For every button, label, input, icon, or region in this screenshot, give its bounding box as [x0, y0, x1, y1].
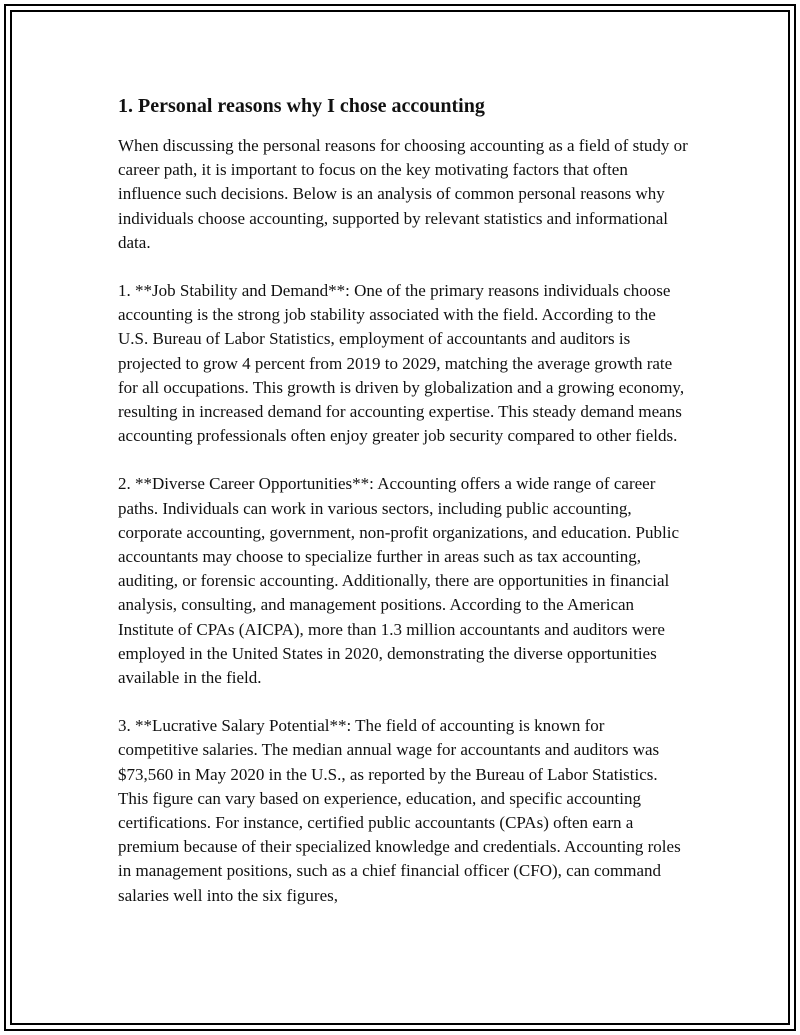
career-opportunities-paragraph: 2. **Diverse Career Opportunities**: Accounting offers a wide range of career paths. Individuals can work in various sectors, including public accounting, corporate accounting, government, non-profit organizations, and education. Public accountants may choose to specialize further in areas such as tax accounting, auditing, or forensic accounting. Additionally, there are opportunities in financial analysis, consulting, and management positions. According to the American Institute of CPAs (AICPA), more than 1.3 million accountants and auditors were employed in the United States in 2020, demonstrating the diverse opportunities available in the field.: [118, 474, 679, 688]
document-body: [118, 92, 688, 932]
job-stability-paragraph: 1. **Job Stability and Demand**: One of the primary reasons individuals choose accounting is the strong job stability associated with the field. According to the U.S. Bureau of Labor Statistics, employment of accountants and auditors is projected to grow 4 percent from 2019 to 2029, matching the average growth rate for all occupations. This growth is driven by globalization and a growing economy, resulting in increased demand for accounting expertise. This steady demand means accounting professionals often enjoy greater job security compared to other fields.: [118, 281, 685, 446]
section-heading: 1. Personal reasons why I chose accounting: [118, 95, 485, 117]
salary-potential-paragraph: 3. **Lucrative Salary Potential**: The field of accounting is known for competitive salaries. The median annual wage for accountants and auditors was $73,560 in May 2020 in the U.S., as reported by the Bureau of Labor Statistics. This figure can vary based on experience, education, and specific accounting certifications. For instance, certified public accountants (CPAs) often earn a premium because of their specialized knowledge and credentials. Accounting roles in management positions, such as a chief financial officer (CFO), can command salaries well into the six figures,: [118, 716, 681, 905]
intro-paragraph: When discussing the personal reasons for choosing accounting as a field of study or career path, it is important to focus on the key motivating factors that often influence such decisions. Below is an analysis of common personal reasons why individuals choose accounting, supported by relevant statistics and informational data.: [118, 136, 688, 252]
